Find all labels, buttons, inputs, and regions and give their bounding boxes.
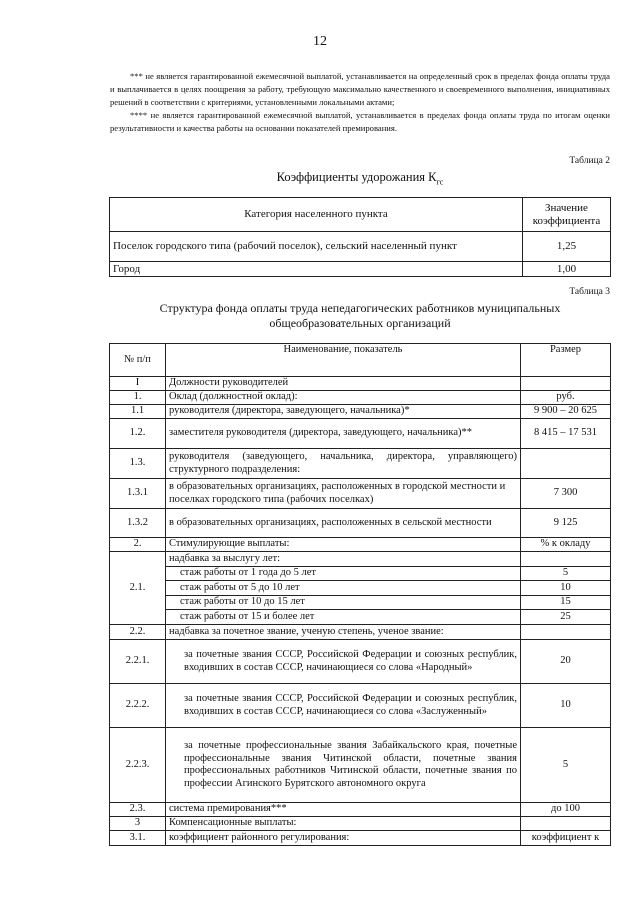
table-row [110, 610, 611, 625]
coefficients-table [109, 197, 611, 277]
row-size: коэффициент к [521, 831, 611, 846]
row-num: 1.3. [110, 449, 166, 479]
row-name: система премирования*** [166, 803, 521, 817]
row-size: 15 [521, 596, 611, 610]
row-size: 20 [521, 640, 611, 684]
table-row [110, 509, 611, 538]
row-size: 10 [521, 581, 611, 596]
row-num: 2. [110, 538, 166, 552]
row-size: % к окладу [521, 538, 611, 552]
header-category: Категория населенного пункта [110, 198, 523, 232]
category-cell: Поселок городского типа (рабочий поселок), сельский населенный пункт [110, 232, 523, 262]
row-size: 7 300 [521, 479, 611, 509]
row-name: Стимулирующие выплаты: [166, 538, 521, 552]
row-name: Оклад (должностной оклад): [166, 391, 521, 405]
row-num: 1.1 [110, 405, 166, 419]
row-size: 25 [521, 610, 611, 625]
table-row [110, 640, 611, 684]
table-row [110, 684, 611, 728]
row-name: Должности руководителей [166, 377, 521, 391]
table-row [110, 552, 611, 567]
row-num: 1.3.2 [110, 509, 166, 538]
header-num: № п/п [110, 344, 166, 377]
row-num: 2.2.2. [110, 684, 166, 728]
table-row [110, 538, 611, 552]
row-size [521, 377, 611, 391]
table2-title [110, 170, 610, 187]
category-cell: Город [110, 262, 523, 277]
row-num: 1.2. [110, 419, 166, 449]
row-num: 2.2.1. [110, 640, 166, 684]
row-size: до 100 [521, 803, 611, 817]
row-num: 2.2. [110, 625, 166, 640]
table-row [110, 831, 611, 846]
row-num: 2.2.3. [110, 728, 166, 803]
row-size: 5 [521, 728, 611, 803]
table3-title: Структура фонда оплаты труда непедагогических работников муниципальных общеобразовательных организаций [159, 301, 561, 330]
row-size [521, 625, 611, 640]
table-row [110, 596, 611, 610]
table3-label: Таблица 3 [569, 287, 610, 297]
row-size [521, 449, 611, 479]
row-num: 1. [110, 391, 166, 405]
row-num: 3 [110, 817, 166, 831]
row-size: 9 125 [521, 509, 611, 538]
row-size: руб. [521, 391, 611, 405]
table2-title-subscript: гс [436, 177, 444, 187]
header-size: Размер [521, 344, 611, 377]
header-name: Наименование, показатель [166, 344, 521, 377]
table-row [110, 262, 611, 277]
row-size: 8 415 – 17 531 [521, 419, 611, 449]
row-name: стаж работы от 5 до 10 лет [166, 581, 521, 596]
row-name: руководителя (заведующего, начальника, директора, управляющего) структурного подразделения: [166, 449, 521, 479]
table-row [110, 817, 611, 831]
table2-label: Таблица 2 [569, 156, 610, 166]
row-name: заместителя руководителя (директора, заведующего, начальника)** [166, 419, 521, 449]
table-row [110, 449, 611, 479]
row-name: в образовательных организациях, расположенных в сельской местности [166, 509, 521, 538]
value-cell: 1,25 [523, 232, 611, 262]
footnote-quad-star: **** не является гарантированной ежемесячной выплатой, устанавливается в пределах фонда оплаты труда по итогам оценки результативности и качества работы на основании показателей премирования. [110, 110, 610, 133]
table-row [110, 803, 611, 817]
row-num: 3.1. [110, 831, 166, 846]
footnotes [110, 70, 610, 135]
table-row [110, 232, 611, 262]
row-name: за почетные профессиональные звания Забайкальского края, почетные профессиональные звания Читинской области, почетные звания профессиональных работников Читинской области, почетные звания по профессии Агинского Бурятского автономного округа [166, 728, 521, 803]
table-row [110, 419, 611, 449]
table-row [110, 391, 611, 405]
page-number: 12 [313, 34, 327, 49]
row-num: 1.3.1 [110, 479, 166, 509]
value-cell: 1,00 [523, 262, 611, 277]
table-row [110, 625, 611, 640]
table-row [110, 377, 611, 391]
row-name: за почетные звания СССР, Российской Федерации и союзных республик, входивших в состав СССР, начинающиеся со слова «Народный» [166, 640, 521, 684]
header-value: Значение коэффициента [523, 198, 611, 232]
row-num: 2.1. [110, 552, 166, 625]
table-row [110, 479, 611, 509]
row-num: I [110, 377, 166, 391]
row-size [521, 552, 611, 567]
table-header-row [110, 198, 611, 232]
footnote-triple-star: *** не является гарантированной ежемесячной выплатой, устанавливается на определенный срок в пределах фонда оплаты труда и выплачивается в целях поощрения за работу, требующую максимально качественного и своевременного выполнения, инициативных решений в соответствии с критериями, установленными локальными актами; [110, 71, 610, 107]
wage-fund-table [109, 343, 611, 846]
table-header-row [110, 344, 611, 377]
table-row [110, 728, 611, 803]
row-size: 5 [521, 567, 611, 581]
row-name: за почетные звания СССР, Российской Федерации и союзных республик, входивших в состав СССР, начинающиеся со слова «Заслуженный» [166, 684, 521, 728]
row-name: в образовательных организациях, расположенных в городской местности и поселках городского типа (рабочих поселках) [166, 479, 521, 509]
row-name: стаж работы от 1 года до 5 лет [166, 567, 521, 581]
table-row [110, 405, 611, 419]
row-size: 10 [521, 684, 611, 728]
row-num: 2.3. [110, 803, 166, 817]
table2-title-text: Коэффициенты удорожания К [276, 170, 437, 184]
row-name: стаж работы от 15 и более лет [166, 610, 521, 625]
row-size [521, 817, 611, 831]
row-name: руководителя (директора, заведующего, начальника)* [166, 405, 521, 419]
row-name: коэффициент районного регулирования: [166, 831, 521, 846]
row-name: надбавка за выслугу лет: [166, 552, 521, 567]
table-row [110, 581, 611, 596]
row-size: 9 900 – 20 625 [521, 405, 611, 419]
table-row [110, 567, 611, 581]
row-name: стаж работы от 10 до 15 лет [166, 596, 521, 610]
row-name: Компенсационные выплаты: [166, 817, 521, 831]
row-name: надбавка за почетное звание, ученую степень, ученое звание: [166, 625, 521, 640]
